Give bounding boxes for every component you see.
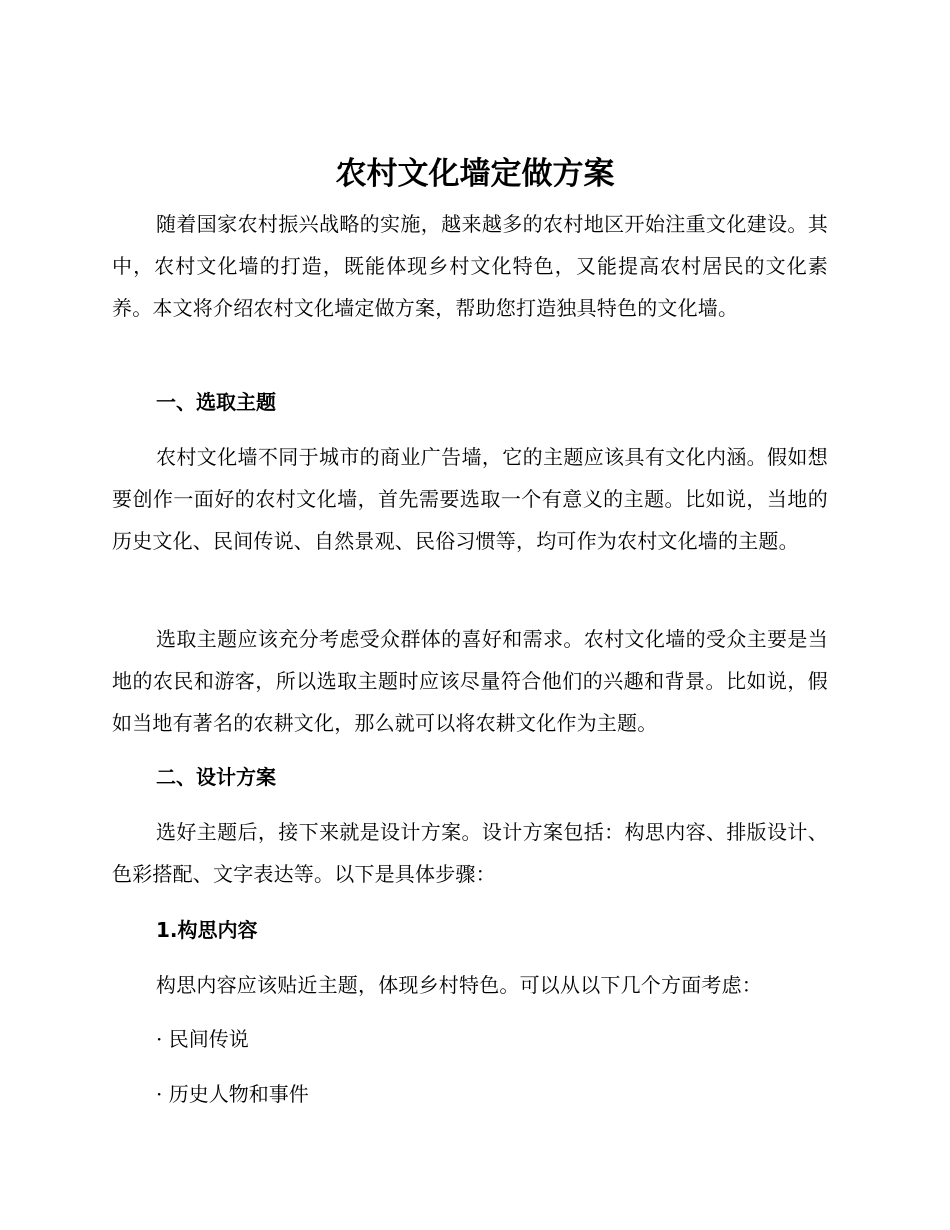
design-paragraph-1: 选好主题后，接下来就是设计方案。设计方案包括：构思内容、排版设计、色彩搭配、文字表达等。以下是具体步骤： — [112, 820, 828, 886]
intro-paragraph: 随着国家农村振兴战略的实施，越来越多的农村地区开始注重文化建设。其中，农村文化墙的打造，既能体现乡村文化特色，又能提高农村居民的文化素养。本文将介绍农村文化墙定做方案，帮助您打造独具特色的文化墙。 — [112, 212, 828, 320]
subsection-heading-content: 1.构思内容 — [156, 918, 258, 942]
content-paragraph-1: 构思内容应该贴近主题，体现乡村特色。可以从以下几个方面考虑： — [156, 973, 762, 997]
list-item: · 历史人物和事件 — [156, 1082, 309, 1106]
topic-paragraph-2: 选取主题应该充分考虑受众群体的喜好和需求。农村文化墙的受众主要是当地的农民和游客，所以选取主题时应该尽量符合他们的兴趣和背景。比如说，假如当地有著名的农耕文化，那么就可以将农耕文化作为主题。 — [112, 627, 828, 735]
document-title: 农村文化墙定做方案 — [335, 156, 615, 192]
list-item: · 民间传说 — [156, 1027, 249, 1051]
section-heading-design: 二、设计方案 — [156, 765, 276, 789]
section-heading-topic: 一、选取主题 — [156, 390, 276, 414]
topic-paragraph-1: 农村文化墙不同于城市的商业广告墙，它的主题应该具有文化内涵。假如想要创作一面好的农村文化墙，首先需要选取一个有意义的主题。比如说，当地的历史文化、民间传说、自然景观、民俗习惯等，均可作为农村文化墙的主题。 — [112, 445, 828, 553]
